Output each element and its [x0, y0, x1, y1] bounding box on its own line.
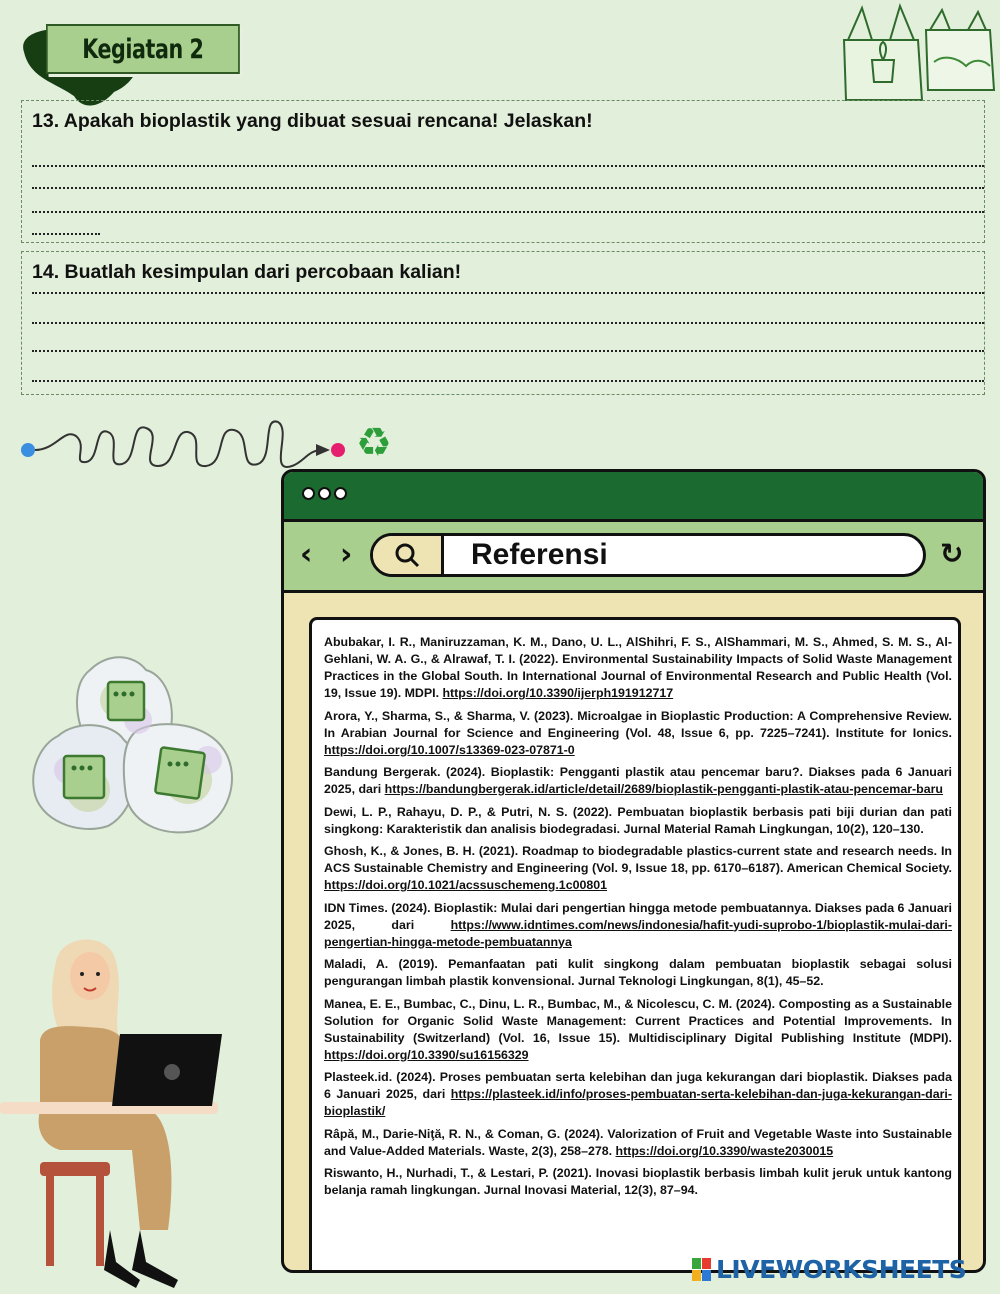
window-dot-icon[interactable]	[318, 487, 331, 500]
reference-item	[324, 634, 952, 702]
shopping-bags-illustration	[838, 0, 998, 106]
reference-text: Ghosh, K., & Jones, B. H. (2021). Roadmap to biodegradable plastics-current state and research needs. In ACS Sustainable Chemistry and Engineering (Vol. 9, Issue 18, pp. 6170–6187). American Chemical Society.	[324, 844, 952, 875]
reference-text: Plasteek.id. (2024). Proses pembuatan serta kelebihan dan juga kekurangan dari bioplastik. Diakses pada 6 Januari 2025, dari	[324, 1070, 952, 1101]
answer-line[interactable]	[32, 211, 984, 213]
question-14-box	[21, 251, 985, 395]
reference-text: Maladi, A. (2019). Pemanfaatan pati kulit singkong dalam pembuatan bioplastik sebagai solusi pengurangan limbah plastik konvensional. Jurnal Teknologi Lingkungan, 8(1), 45–52.	[324, 957, 952, 988]
references-panel	[309, 617, 961, 1273]
answer-line[interactable]	[32, 292, 984, 294]
reference-item	[324, 708, 952, 759]
window-dot-icon[interactable]	[302, 487, 315, 500]
back-arrow-icon[interactable]: ‹	[300, 537, 313, 572]
address-bar[interactable]	[370, 533, 926, 577]
reference-link[interactable]: https://doi.org/10.1007/s13369-023-07871-0	[324, 742, 575, 757]
question-13-label: 13. Apakah bioplastik yang dibuat sesuai rencana! Jelaskan!	[32, 110, 593, 132]
reference-item	[324, 1165, 952, 1199]
reference-item	[324, 956, 952, 990]
forward-arrow-icon[interactable]: ›	[340, 537, 353, 572]
window-controls	[302, 487, 347, 500]
reference-item	[324, 996, 952, 1064]
question-14-label: 14. Buatlah kesimpulan dari percobaan kalian!	[32, 261, 462, 283]
reference-text: Abubakar, I. R., Maniruzzaman, K. M., Dano, U. L., AlShihri, F. S., AlShammari, M. S., Ahmed, S. M. S., Al-Gehlani, W. A. G., & Alrawaf, T. I. (2022). Environmental Sustainability Impacts of Solid Waste Management Practices in the Global South. In International Journal of Environmental Research and Public Health (Vol. 19, Issue 19). MDPI.	[324, 635, 952, 700]
reference-text: Dewi, L. P., Rahayu, D. P., & Putri, N. S. (2022). Pembuatan bioplastik berbasis pati biji durian dan pati singkong: Karakteristik dan analisis biodegradasi. Jurnal Material Ramah Lingkungan, 10(2), 120–130.	[324, 804, 952, 836]
refresh-icon[interactable]: ↻	[940, 537, 964, 570]
browser-navbar	[284, 522, 983, 593]
answer-line[interactable]	[32, 380, 984, 382]
reference-item	[324, 900, 952, 951]
reference-item	[324, 1126, 952, 1160]
answer-line[interactable]	[32, 165, 984, 167]
reference-link[interactable]: https://plasteek.id/info/proses-pembuatan-serta-kelebihan-dan-juga-kekurangan-dari-bioplastik/	[324, 1087, 952, 1118]
answer-line[interactable]	[32, 187, 984, 189]
reference-item	[324, 804, 952, 838]
answer-line[interactable]	[32, 233, 100, 235]
browser-titlebar	[284, 472, 983, 522]
reference-link[interactable]: https://doi.org/10.1021/acssuschemeng.1c00801	[324, 878, 608, 892]
reference-item	[324, 764, 952, 798]
trash-bags-illustration	[28, 640, 248, 840]
recycle-icon: ♻	[356, 420, 392, 466]
reference-link[interactable]: https://doi.org/10.3390/su16156329	[324, 1047, 529, 1062]
watermark: LIVEWORKSHEETS	[716, 1255, 967, 1284]
reference-text: IDN Times. (2024). Bioplastik: Mulai dari pengertian hingga metode pembuatannya. Diakses pada 6 Januari 2025, dari	[324, 900, 952, 932]
reference-text: Arora, Y., Sharma, S., & Sharma, V. (2023). Microalgae in Bioplastic Production: A Comprehensive Review. In Arabian Journal for Science and Engineering (Vol. 48, Issue 6, pp. 7225–7241). Institute for Ionics.	[324, 708, 952, 740]
reference-text: Râpă, M., Darie-Niţă, R. N., & Coman, G. (2024). Valorization of Fruit and Vegetable Waste into Sustainable and Value-Added Materials. Waste, 2(3), 258–278.	[324, 1126, 952, 1158]
answer-line[interactable]	[32, 322, 984, 324]
window-dot-icon[interactable]	[334, 487, 347, 500]
reference-text: Riswanto, H., Nurhadi, T., & Lestari, P. (2021). Inovasi bioplastik berbasis limbah kulit jeruk untuk kantong belanja ramah lingkungan. Jurnal Inovasi Material, 12(3), 87–94.	[324, 1166, 952, 1197]
liveworksheets-logo-icon	[692, 1258, 712, 1282]
reference-link[interactable]: https://bandungbergerak.id/article/detail/2689/bioplastik-pengganti-plastik-atau-pencemar-baru	[384, 782, 944, 796]
reference-text: Manea, E. E., Bumbac, C., Dinu, L. R., Bumbac, M., & Nicolescu, C. M. (2024). Composting as a Sustainable Solution for Organic Solid Waste Management: Current Practices and Potential Improvements. In Sustainability (Switzerland) (Vol. 16, Issue 15). Multidisciplinary Digital Publishing Institute (MDPI).	[324, 996, 952, 1045]
answer-line[interactable]	[32, 350, 984, 352]
question-13-box	[21, 100, 985, 243]
page-title: Referensi	[471, 538, 608, 571]
student-with-laptop-illustration	[0, 930, 240, 1294]
references-list	[324, 634, 952, 1205]
activity-tag: Kegiatan 2	[46, 24, 240, 74]
reference-link[interactable]: https://doi.org/10.3390/waste2030015	[615, 1143, 834, 1158]
references-browser-window	[281, 469, 986, 1273]
reference-link[interactable]: https://doi.org/10.3390/ijerph191912717	[442, 686, 674, 700]
search-icon[interactable]	[373, 536, 444, 574]
reference-text: Bandung Bergerak. (2024). Bioplastik: Pengganti plastik atau pencemar baru?. Diakses pada 6 Januari 2025, dari	[324, 765, 952, 796]
reference-item	[324, 843, 952, 894]
reference-item	[324, 1069, 952, 1120]
reference-link[interactable]: https://www.idntimes.com/news/indonesia/hafit-yudi-suprobo-1/bioplastik-mulai-dari-pengertian-hingga-metode-pembuatannya	[324, 917, 952, 949]
